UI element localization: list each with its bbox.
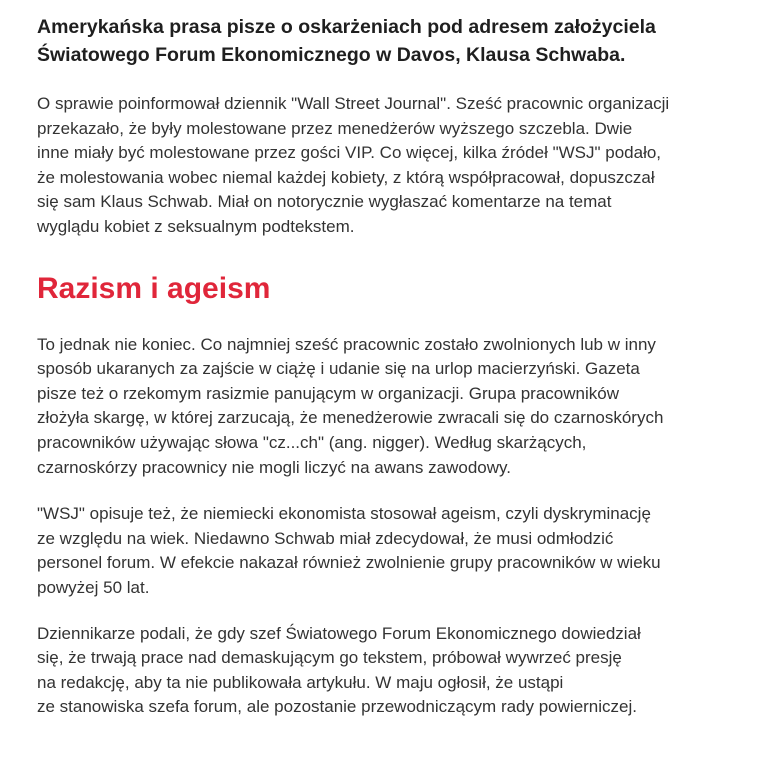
paragraph-line: czarnoskórzy pracownicy nie mogli liczyć na awans zawodowy.	[37, 457, 511, 477]
paragraph-line: przekazało, że były molestowane przez menedżerów wyższego szczebla. Dwie	[37, 118, 633, 138]
paragraph-line: "WSJ" opisuje też, że niemiecki ekonomista stosował ageism, czyli dyskryminację	[37, 504, 651, 524]
paragraph-line: sposób ukaranych za zajście w ciążę i udanie się na urlop macierzyński. Gazeta	[37, 359, 640, 379]
paragraph-line: Dziennikarze podali, że gdy szef Światowego Forum Ekonomicznego dowiedział	[37, 623, 641, 643]
paragraph-line: że molestowania wobec niemal każdej kobiety, z którą współpracował, dopuszczał	[37, 167, 655, 187]
paragraph-line: O sprawie poinformował dziennik "Wall Street Journal". Sześć pracownic organizacji	[37, 94, 670, 113]
paragraph-line: ze względu na wiek. Niedawno Schwab miał zdecydował, że musi odmłodzić	[37, 528, 614, 548]
paragraph-line: się sam Klaus Schwab. Miał on notorycznie wygłaszać komentarze na temat	[37, 192, 612, 212]
paragraph-4	[37, 622, 757, 720]
paragraph-line: się, że trwają prace nad demaskującym go tekstem, próbował wywrzeć presję	[37, 648, 622, 668]
paragraph-line: To jednak nie koniec. Co najmniej sześć pracownic zostało zwolnionych lub w inny	[37, 334, 656, 354]
paragraph-line: ze stanowiska szefa forum, ale pozostanie przewodniczącym rady powierniczej.	[37, 697, 637, 717]
paragraph-line: pisze też o rzekomym rasizmie panującym w organizacji. Grupa pracowników	[37, 383, 619, 403]
paragraph-line: inne miały być molestowane przez gości VIP. Co więcej, kilka źródeł "WSJ" podało,	[37, 143, 662, 163]
paragraph-line: personel forum. W efekcie nakazał również zwolnienie grupy pracowników w wieku	[37, 553, 661, 573]
lead-line: Amerykańska prasa pisze o oskarżeniach pod adresem założyciela	[37, 16, 656, 38]
paragraph-3	[37, 502, 757, 600]
section-heading: Razism i ageism	[37, 271, 271, 305]
lead-line: Światowego Forum Ekonomicznego w Davos, Klausa Schwaba.	[37, 44, 626, 66]
paragraph-1	[37, 92, 757, 240]
article	[37, 0, 757, 720]
article-lead	[37, 13, 757, 69]
paragraph-line: pracowników używając słowa "cz...ch" (ang. nigger). Według skarżących,	[37, 432, 587, 452]
paragraph-line: na redakcję, aby ta nie publikowała artykułu. W maju ogłosił, że ustąpi	[37, 672, 564, 692]
paragraph-line: powyżej 50 lat.	[37, 577, 150, 597]
paragraph-line: wyglądu kobiet z seksualnym podtekstem.	[37, 216, 355, 236]
paragraph-line: złożyła skargę, w której zarzucają, że menedżerowie zwracali się do czarnoskórych	[37, 408, 664, 428]
paragraph-2	[37, 333, 757, 481]
